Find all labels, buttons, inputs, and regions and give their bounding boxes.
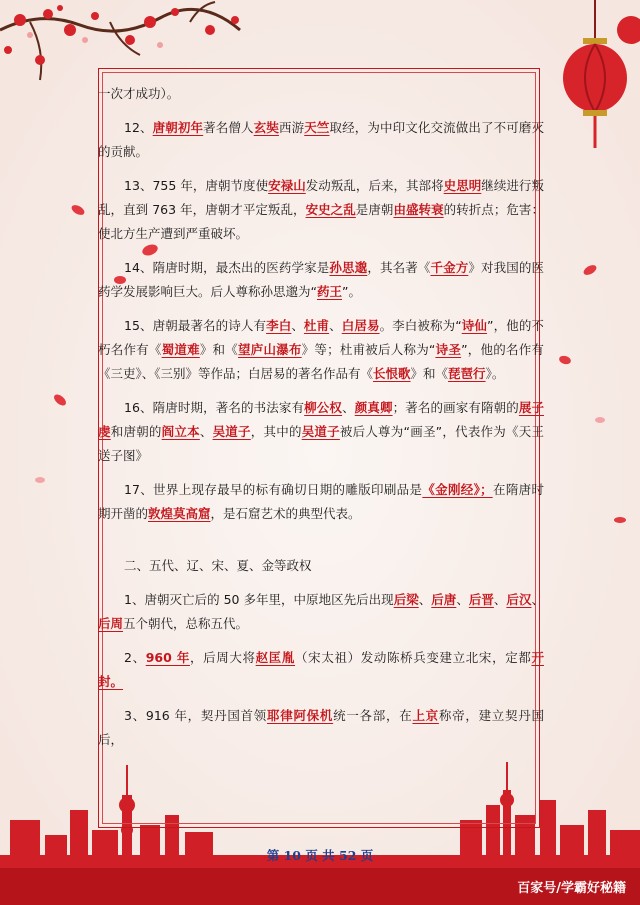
text-run: 、 [418,592,432,607]
keyword-highlight: 诗圣 [435,342,462,357]
text-run: ”，他的名作有《三吏》、《三别》等作品；白居易的著名作品有《 [98,342,544,381]
text-run: 、 [493,592,507,607]
text-run: 被后人尊为“画圣”，代表作为《天王送子图》 [98,424,544,463]
section-heading [98,554,544,578]
text-run: 在隋唐时期开凿的 [98,482,544,521]
text-run: 发动叛乱，后来，其部将 [305,178,444,193]
text-run: ”，他的不朽名作有《 [98,318,544,357]
keyword-highlight: 孙思邈 [329,260,368,275]
keyword-highlight: 赵匡胤 [255,650,296,665]
paragraph [98,174,544,246]
text-run: 14、隋唐时期，最杰出的医药学家是 [124,260,330,275]
text-run: 二、五代、辽、宋、夏、金等政权 [124,558,312,573]
keyword-highlight: 耶律阿保机 [267,708,334,723]
text-run: 3、916 年，契丹国首领 [124,708,267,723]
keyword-highlight: 杜甫 [303,318,330,333]
paragraph [98,396,544,468]
keyword-highlight: 望庐山瀑布 [238,342,302,357]
text-run: 取经，为中印文化交流做出了不可磨灭的贡献。 [98,120,544,159]
keyword-highlight: 蜀道难 [161,342,200,357]
text-run: 、 [329,318,342,333]
keyword-highlight: 960 年 [145,650,190,665]
text-run: 称帝，建立契丹国后， [98,708,544,747]
keyword-highlight: 由盛转衰 [393,202,444,217]
keyword-highlight: 唐朝初年 [152,120,204,135]
document-body [98,82,544,762]
keyword-highlight: 上京 [412,708,439,723]
watermark-label: 百家号/学霸好秘籍 [517,881,626,896]
keyword-highlight: 展子虔 [98,400,544,439]
keyword-highlight: 千金方 [430,260,469,275]
keyword-highlight: 白居易 [341,318,380,333]
text-run: 15、唐朝最著名的诗人有 [124,318,267,333]
keyword-highlight: 开封。 [98,650,544,689]
page-number: 第 10 页 共 52 页 [266,848,374,863]
text-run: 》等；杜甫被后人称为“ [301,342,436,357]
text-run: 著名僧人 [203,120,254,135]
keyword-highlight: 后唐 [431,592,457,607]
text-run: ；著名的画家有隋朝的 [392,400,519,415]
keyword-highlight: 柳公权 [304,400,343,415]
keyword-highlight: 天竺 [304,120,330,135]
text-run: 12、 [124,120,153,135]
paragraph [98,314,544,386]
keyword-highlight: 安禄山 [268,178,306,193]
text-run: 17、世界上现存最早的标有确切日期的雕版印刷品是 [124,482,423,497]
text-run: 和唐朝的 [110,424,162,439]
text-run: ，其名著《 [367,260,431,275]
text-run: 、 [456,592,469,607]
keyword-highlight: 诗仙 [461,318,488,333]
keyword-highlight: 后汉 [506,592,532,607]
text-run: ，是石窟艺术的典型代表。 [210,506,361,521]
keyword-highlight: 药王 [316,284,342,299]
text-run: ，其中的 [250,424,302,439]
keyword-highlight: 琵琶行 [448,366,486,381]
text-run: 一次才成功）。 [98,86,180,101]
text-run: （宋太祖）发动陈桥兵变建立北宋，定都 [295,650,532,665]
keyword-highlight: 吴道子 [301,424,340,439]
text-run: 》。 [485,366,505,381]
text-run: 》和《 [410,366,449,381]
text-run: 、 [199,424,213,439]
text-run: 》和《 [199,342,239,357]
keyword-highlight: 后周 [98,616,124,631]
text-run: ”。 [342,284,361,299]
paragraph [98,82,544,106]
text-run: 。李白被称为“ [379,318,462,333]
text-run: 》对我国的医药学发展影响巨大。后人尊称孙思邈为“ [98,260,544,299]
keyword-highlight: 吴道子 [212,424,251,439]
paragraph [98,646,544,694]
text-run: 、 [531,592,544,607]
text-run: 、 [291,318,304,333]
keyword-highlight: 后梁 [393,592,419,607]
paragraph [98,116,544,164]
text-run: ，后周大将 [189,650,256,665]
text-run: 16、隋唐时期，著名的书法家有 [124,400,305,415]
text-run: 继续进行叛乱，直到 763 年，唐朝才平定叛乱， [98,178,544,217]
keyword-highlight: 长恨歌 [373,366,411,381]
keyword-highlight: 敦煌莫高窟 [148,506,211,521]
text-run: 、 [342,400,355,415]
paragraph [98,588,544,636]
text-run: 五个朝代，总称五代。 [123,616,249,631]
keyword-highlight: 李白 [266,318,292,333]
paragraph [98,256,544,304]
keyword-highlight: 玄奘 [253,120,279,135]
paragraph [98,478,544,526]
text-run: 13、755 年，唐朝节度使 [124,178,269,193]
keyword-highlight: 后晋 [468,592,494,607]
text-run: 2、 [124,650,146,665]
keyword-highlight: 安史之乱 [305,202,356,217]
keyword-highlight: 《金刚经》； [422,482,493,497]
keyword-highlight: 阎立本 [161,424,200,439]
text-run: 是唐朝 [355,202,394,217]
keyword-highlight: 史思明 [443,178,482,193]
text-run: 西游 [278,120,305,135]
text-run: 的转折点；危害：使北方生产遭到严重破坏。 [98,202,544,241]
paragraph [98,704,544,752]
text-run: 统一各部，在 [333,708,413,723]
text-run: 1、唐朝灭亡后的 50 多年里，中原地区先后出现 [124,592,394,607]
keyword-highlight: 颜真卿 [354,400,393,415]
